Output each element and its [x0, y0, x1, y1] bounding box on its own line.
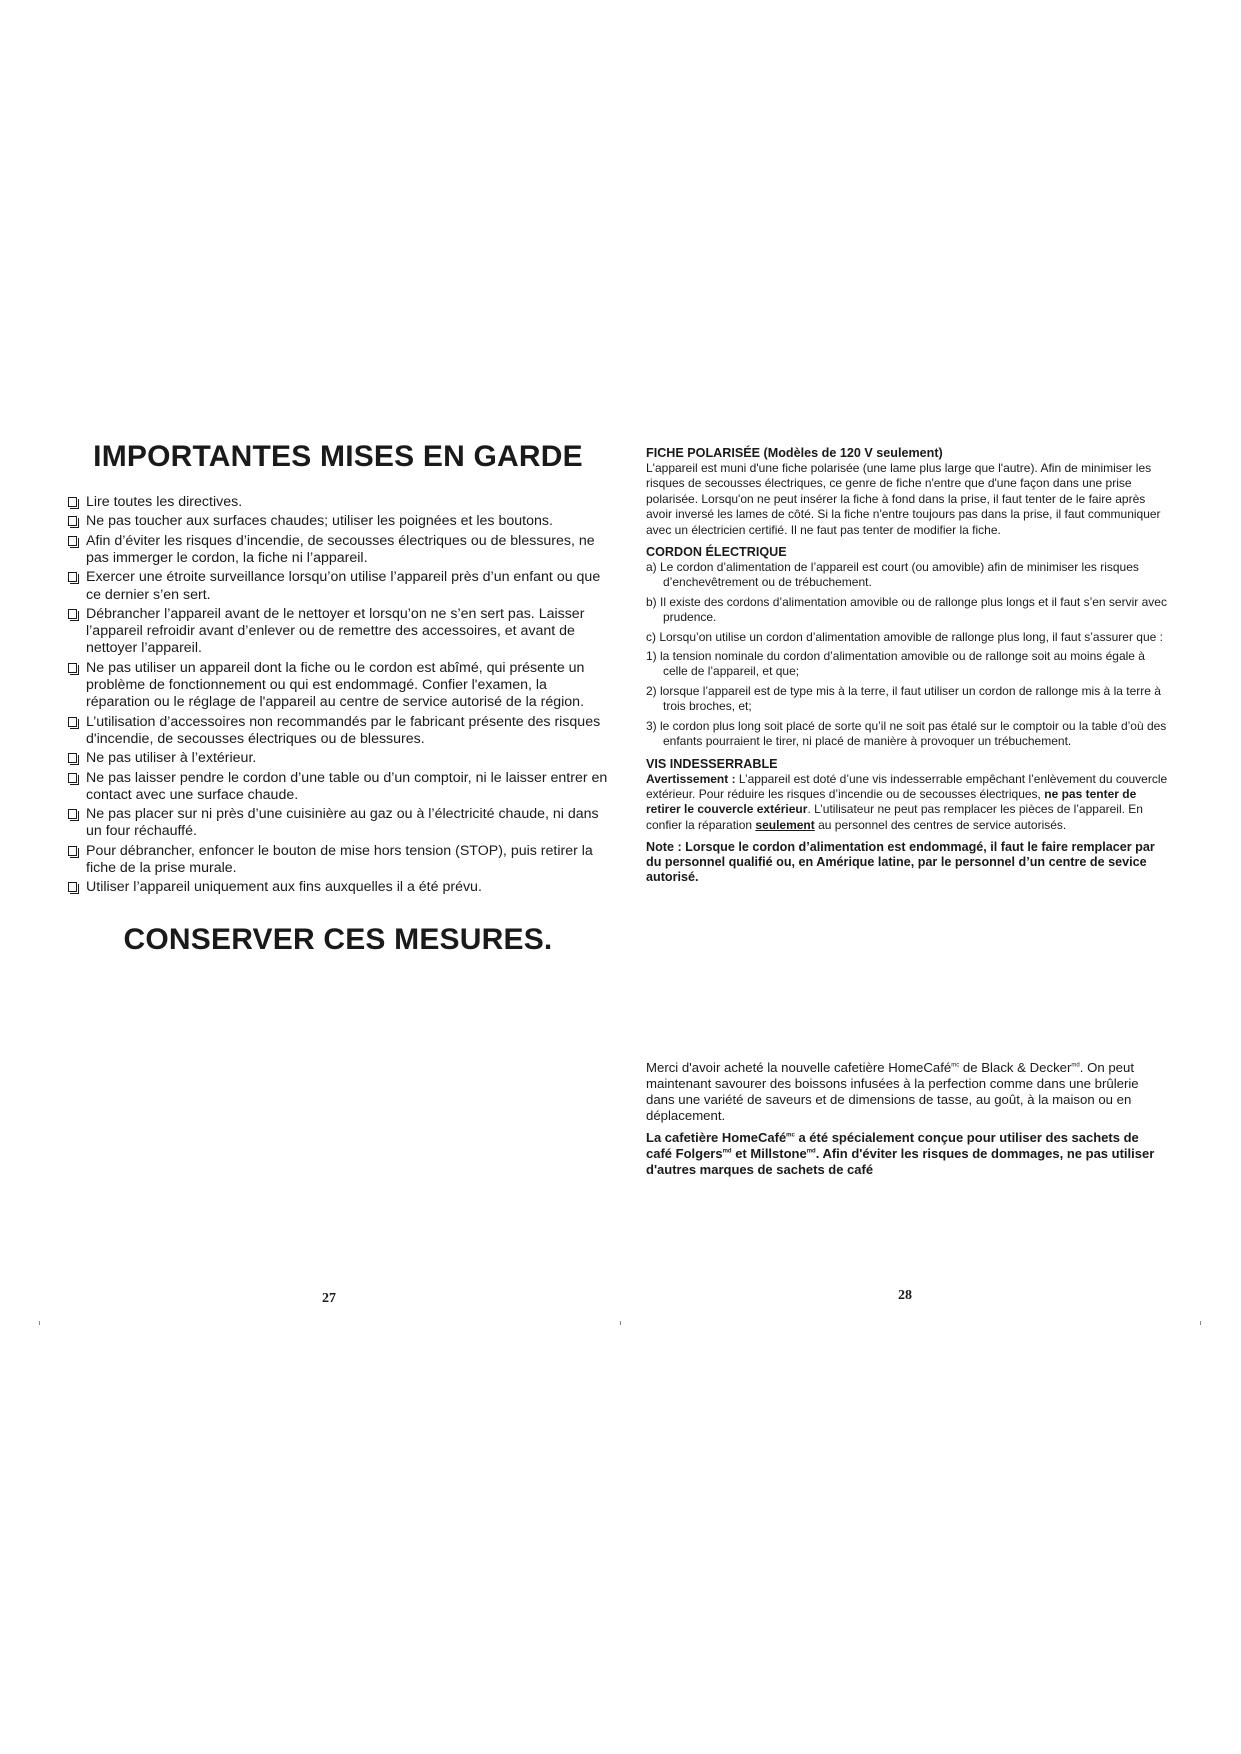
screw-heading: VIS INDESSERRABLE	[646, 756, 778, 771]
screw-section	[646, 757, 1172, 834]
checkbox-icon	[68, 609, 77, 619]
cord-heading: CORDON ÉLECTRIQUE	[646, 545, 787, 560]
list-item: 2) lorsque l’appareil est de type mis à la terre, il faut utiliser un cordon de rallonge mis à la terre à trois broches, et;	[646, 683, 1161, 714]
cord-section	[646, 545, 1172, 749]
list-item: Ne pas utiliser un appareil dont la fiche ou le cordon est abîmé, qui présente un problème de fonctionnement ou qui est endommagé. Confier l'examen, la réparation ou le réglage de l'appareil au centre de service autorisé de la région.	[68, 660, 608, 712]
left-page	[68, 440, 608, 957]
plug-heading: FICHE POLARISÉE (Modèles de 120 V seulement)	[646, 446, 943, 460]
thanks-bold-text: La cafetière HomeCafé$^{mc}$ a été spécialement conçue pour utiliser des sachets de café Folgers$^{md}$ et Millstone$^{md}$. Afin d'éviter les risques de dommages, ne pas utiliser d'autres marques de sachets de café	[646, 1130, 1155, 1177]
list-item: Afin d’éviter les risques d’incendie, de secousses électriques ou de blessures, ne pas immerger le cordon, la fiche ni l’appareil.	[68, 533, 608, 567]
page-title: IMPORTANTES MISES EN GARDE	[93, 440, 583, 473]
list-item: 1) la tension nominale du cordon d’alimentation amovible ou de rallonge soit au moins égale à celle de l’appareil, et que;	[646, 649, 1145, 679]
plug-section	[646, 446, 1172, 538]
checkbox-icon	[68, 717, 77, 727]
list-item: Ne pas laisser pendre le cordon d’une table ou d’un comptoir, ni le laisser entrer en contact avec une surface chaude.	[68, 770, 608, 804]
list-item: Ne pas toucher aux surfaces chaudes; utiliser les poignées et les boutons.	[68, 513, 608, 530]
thanks-text: Merci d'avoir acheté la nouvelle cafetière HomeCafé$^{mc}$ de Black & Decker$^{md}$. On peut maintenant savourer des boissons infusées à la perfection comme dans une brûlerie dans une variété de saveurs et de dimensions de tasse, au goût, à la maison ou en déplacement.	[646, 1060, 1139, 1123]
crop-mark	[620, 1321, 621, 1325]
list-item: Pour débrancher, enfoncer le bouton de mise hors tension (STOP), puis retirer la fiche de la prise murale.	[68, 843, 608, 877]
checkbox-icon	[68, 497, 77, 507]
list-item: 3) le cordon plus long soit placé de sorte qu’il ne soit pas étalé sur le comptoir ou la table d’où des enfants pourraient le tirer, ni placé de manière à provoquer un trébuchement.	[646, 718, 1167, 749]
list-item: a) Le cordon d’alimentation de l’appareil est court (ou amovible) afin de minimiser les risques d’enchevêtrement ou de trébuchement.	[646, 560, 1139, 590]
page-number-right: 28	[898, 1288, 912, 1303]
checkbox-icon	[68, 536, 77, 546]
crop-mark	[39, 1321, 40, 1325]
checkbox-icon	[68, 516, 77, 526]
checkbox-icon	[68, 846, 77, 856]
list-item: c) Lorsqu’on utilise un cordon d’alimentation amovible de rallonge plus long, il faut s’assurer que :	[646, 629, 1163, 644]
list-item: L’utilisation d’accessoires non recommandés par le fabricant présente des risques d'incendie, de secousses électriques ou de blessures.	[68, 714, 608, 748]
list-item: Exercer une étroite surveillance lorsqu’on utilise l’appareil près d’un enfant ou que ce dernier s’en sert.	[68, 569, 608, 603]
checkbox-icon	[68, 773, 77, 783]
list-item: Lire toutes les directives.	[68, 494, 608, 511]
list-item: b) Il existe des cordons d’alimentation amovible ou de rallonge plus longs et il faut s’en servir avec prudence.	[646, 594, 1167, 625]
conserve-title: CONSERVER CES MESURES.	[123, 922, 553, 956]
checkbox-icon	[68, 663, 77, 673]
checkbox-icon	[68, 809, 77, 819]
checkbox-icon	[68, 572, 77, 582]
list-item: Ne pas utiliser à l’extérieur.	[68, 750, 608, 767]
warnings-list	[68, 494, 608, 897]
checkbox-icon	[68, 882, 77, 892]
cord-list	[646, 560, 1172, 749]
thanks-block	[646, 1060, 1166, 1184]
note-text: Note : Lorsque le cordon d’alimentation est endommagé, il faut le faire remplacer par du personnel qualifié ou, en Amérique latine, par le personnel d’un centre de sevice autorisé.	[646, 840, 1155, 885]
checkbox-icon	[68, 753, 77, 763]
page-number-left: 27	[322, 1291, 336, 1306]
plug-text: L'appareil est muni d'une fiche polarisée (une lame plus large que l'autre). Afin de minimiser les risques de secousses électriques, ce genre de fiche n'entre que d'une façon dans une prise polarisée. Lorsqu'on ne peut insérer la fiche à fond dans la prise, il faut tenter de le faire après avoir inversé les lames de côté. Si la fiche n'entre toujours pas dans la prise, il faut communiquer avec un électricien certifié. Il ne faut pas tenter de modifier la fiche.	[646, 461, 1161, 537]
right-page	[646, 446, 1172, 885]
list-item: Ne pas placer sur ni près d’une cuisinière au gaz ou à l’électricité chaude, ni dans un four réchauffé.	[68, 806, 608, 840]
list-item: Utiliser l’appareil uniquement aux fins auxquelles il a été prévu.	[68, 879, 608, 896]
screw-text: Avertissement : L’appareil est doté d’une vis indesserrable empêchant l’enlèvement du couvercle extérieur. Pour réduire les risques d’incendie ou de secousses électriques, ne pas tenter de retirer le couvercle extérieur. L’utilisateur ne peut pas remplacer les pièces de l’appareil. En confier la réparation seulement au personnel des centres de service autorisés.	[646, 771, 1168, 832]
list-item: Débrancher l’appareil avant de le nettoyer et lorsqu’on ne s’en sert pas. Laisser l’appareil refroidir avant d’enlever ou de remettre des accessoires, et avant de nettoyer l’appareil.	[68, 606, 608, 658]
crop-mark	[1200, 1321, 1201, 1325]
